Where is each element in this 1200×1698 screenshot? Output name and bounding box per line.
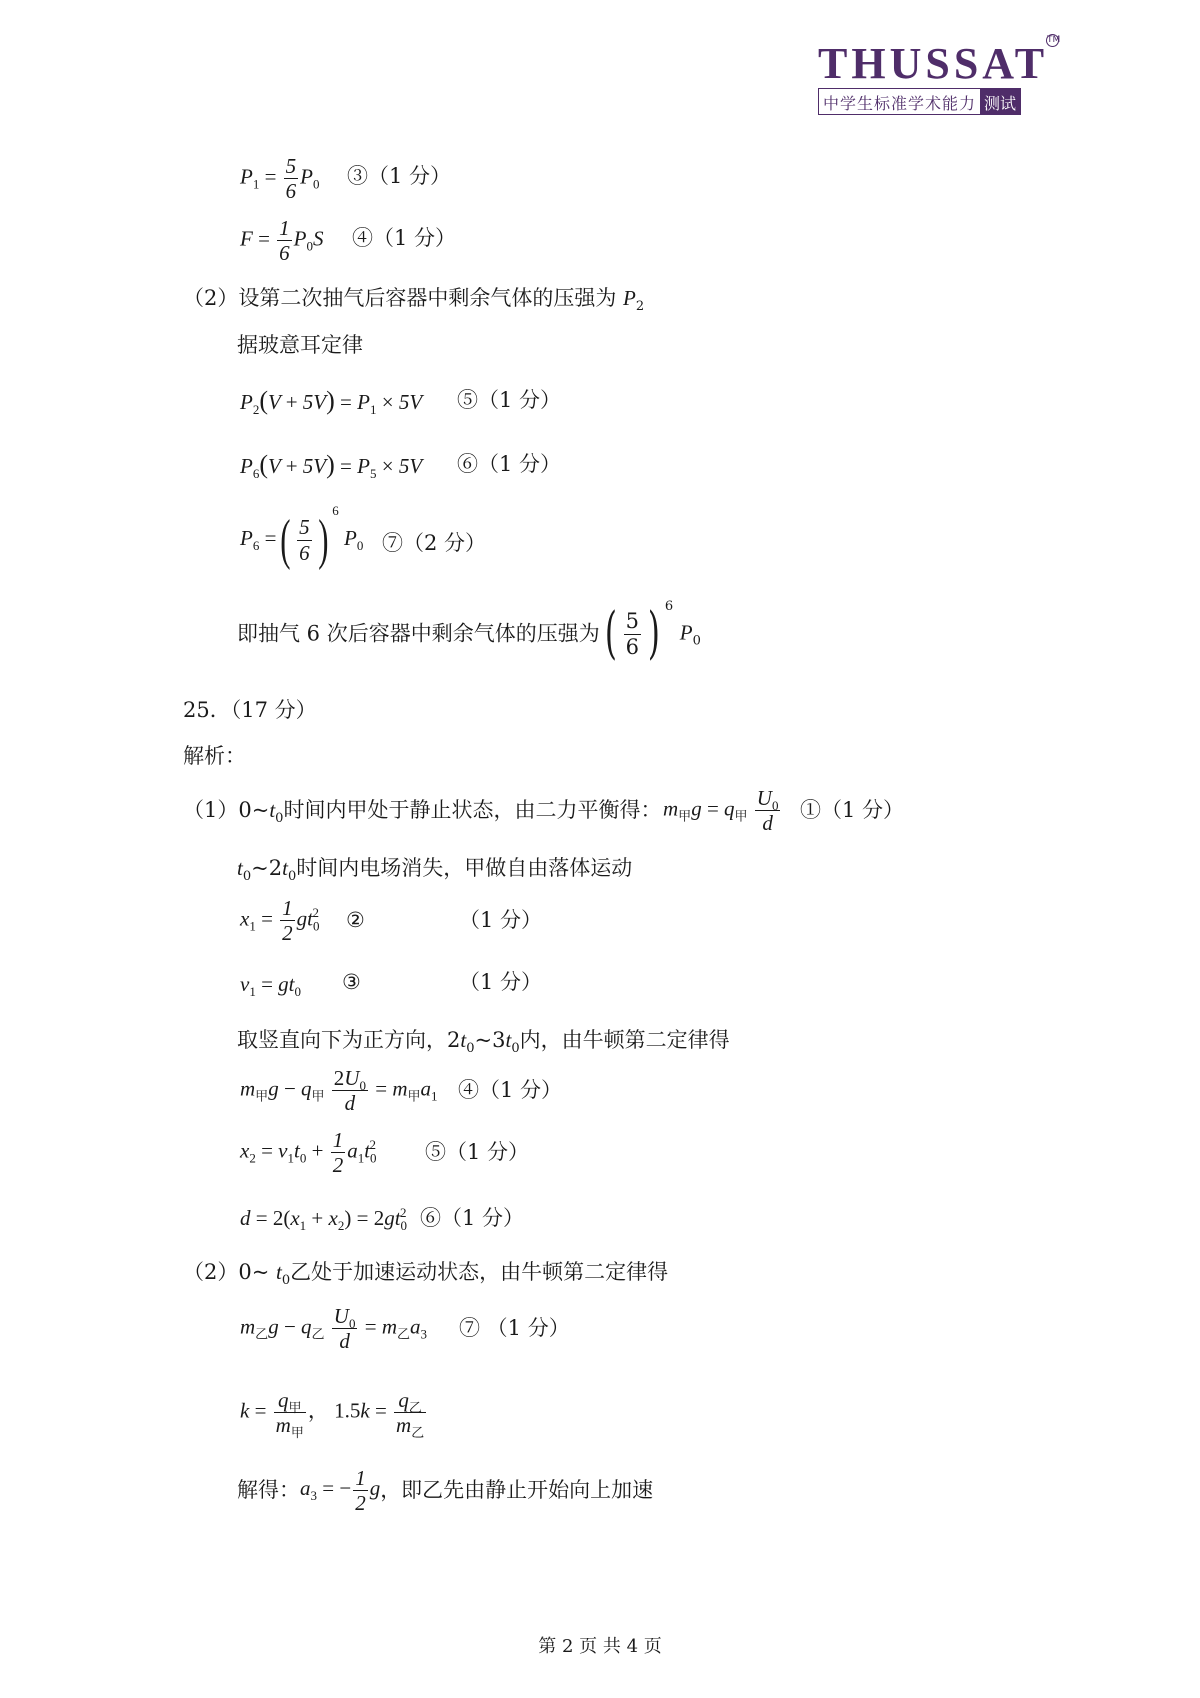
- equation-p2: $P_2(V + 5V) = P_1 \times 5V$: [240, 386, 423, 418]
- equation-x1: $x_1$ = $\frac{1}{2}$ $gt_0^2$: [240, 896, 320, 946]
- part2-heading: （2）设第二次抽气后容器中剩余气体的压强为 $P_2$: [183, 286, 645, 315]
- equation-newton-a1: $m_甲g - q_甲$ $\frac{2U_0}{d}$ = $m_甲a_1$: [240, 1066, 438, 1116]
- mark-m3-points: （1 分）: [459, 970, 543, 994]
- free-fall-line: $t_0\sim 2t_0$时间内电场消失，甲做自由落体运动: [237, 856, 633, 885]
- mark-m2-symbol: ②: [346, 908, 365, 932]
- boyle-law-label: 据玻意耳定律: [237, 333, 363, 357]
- mark-7: ⑦（2 分）: [382, 531, 487, 555]
- page-footer: 第 2 页 共 4 页: [538, 1636, 662, 1657]
- analysis-label: 解析：: [183, 744, 246, 768]
- direction-text: 内，由牛顿第二定律得: [519, 1028, 730, 1052]
- mark-s1: ①（1 分）: [800, 798, 905, 822]
- conclusion-text: 即抽气 6 次后容器中剩余气体的压强为: [237, 621, 600, 646]
- equation-balance: $m_甲g = q_甲$ $\frac{U_0}{d}$: [663, 786, 779, 836]
- logo-box-label: 测试: [980, 89, 1020, 114]
- equation-k: k = $\frac{q_甲}{m_甲}$ ， 1.5k = $\frac{q_乙}{m_乙}$: [240, 1388, 425, 1441]
- equation-x2: $x_2 = v_1t_0$ + $\frac{1}{2}$ $a_1t_0^2$: [240, 1128, 377, 1178]
- equation-v1: $v_1 = gt_0$: [240, 972, 302, 1000]
- logo-subtitle-bar: [818, 88, 1021, 115]
- solve-text: ，即乙先由静止开始向上加速: [380, 1478, 654, 1503]
- step2-line: （2）0~ $t_0$乙处于加速运动状态，由牛顿第二定律得: [183, 1260, 669, 1289]
- mark-5: ⑤（1 分）: [457, 388, 562, 412]
- mark-m7: ⑦ （1 分）: [459, 1316, 570, 1340]
- comma: ，: [307, 1398, 329, 1423]
- solve-line: 解得：$a_3$ = − $\frac{1}{2}$ g，即乙先由静止开始向上加速: [237, 1466, 654, 1516]
- mark-m4: ④（1 分）: [458, 1078, 563, 1102]
- mark-m2-points: （1 分）: [459, 908, 543, 932]
- mark-4: ④（1 分）: [352, 226, 457, 250]
- step1-text: 时间内甲处于静止状态，由二力平衡得：: [283, 798, 662, 822]
- mark-3: ③（1 分）: [347, 164, 452, 188]
- equation-d: $d = 2(x_1 + x_2) = 2gt_0^2$: [240, 1205, 408, 1234]
- solve-prefix: 解得：: [237, 1478, 300, 1503]
- mark-m5: ⑤（1 分）: [425, 1140, 530, 1164]
- mark-m3-symbol: ③: [342, 970, 361, 994]
- equation-p6-result: $P_6$ =( $\frac{5}{6}$ ) $^6$ $P_0$: [240, 502, 364, 571]
- question-25-heading: 25．（17 分）: [183, 698, 317, 722]
- conclusion-line: 即抽气 6 次后容器中剩余气体的压强为( $\frac{5}{6}$ ) $^6$ $P_0$: [237, 598, 701, 666]
- mark-m6: ⑥（1 分）: [420, 1206, 525, 1230]
- free-fall-text: 时间内电场消失，甲做自由落体运动: [296, 856, 633, 880]
- step2-text: 乙处于加速运动状态，由牛顿第二定律得: [290, 1260, 669, 1284]
- step1-line: $(1)0\sim t_0$时间内甲处于静止状态，由二力平衡得：: [183, 798, 662, 827]
- direction-line: 取竖直向下为正方向，$2t_0\sim 3t_0$内，由牛顿第二定律得: [237, 1028, 730, 1057]
- logo-subtitle: 中学生标准学术能力: [823, 94, 977, 113]
- equation-newton-a3: $m_乙g - q_乙$ $\frac{U_0}{d}$ = $m_乙a_3$: [240, 1304, 427, 1354]
- trademark-icon: TM: [1047, 35, 1061, 45]
- logo-title: THUSSAT: [818, 39, 1049, 88]
- mark-6: ⑥（1 分）: [457, 452, 562, 476]
- direction-prefix: 取竖直向下为正方向，2: [237, 1028, 461, 1052]
- step2-prefix: （2）0~: [183, 1260, 276, 1284]
- thussat-logo: [818, 35, 1061, 118]
- equation-p1: $P_1$ = $\frac{5}{6}$ $P_0$: [240, 154, 320, 204]
- part2-heading-text: （2）设第二次抽气后容器中剩余气体的压强为: [183, 286, 624, 310]
- equation-p6: $P_6(V + 5V) = P_5 \times 5V$: [240, 450, 423, 482]
- step1-prefix: （1）0~: [183, 798, 270, 822]
- equation-force: F = $\frac{1}{6}$ $P_0S$: [240, 216, 324, 266]
